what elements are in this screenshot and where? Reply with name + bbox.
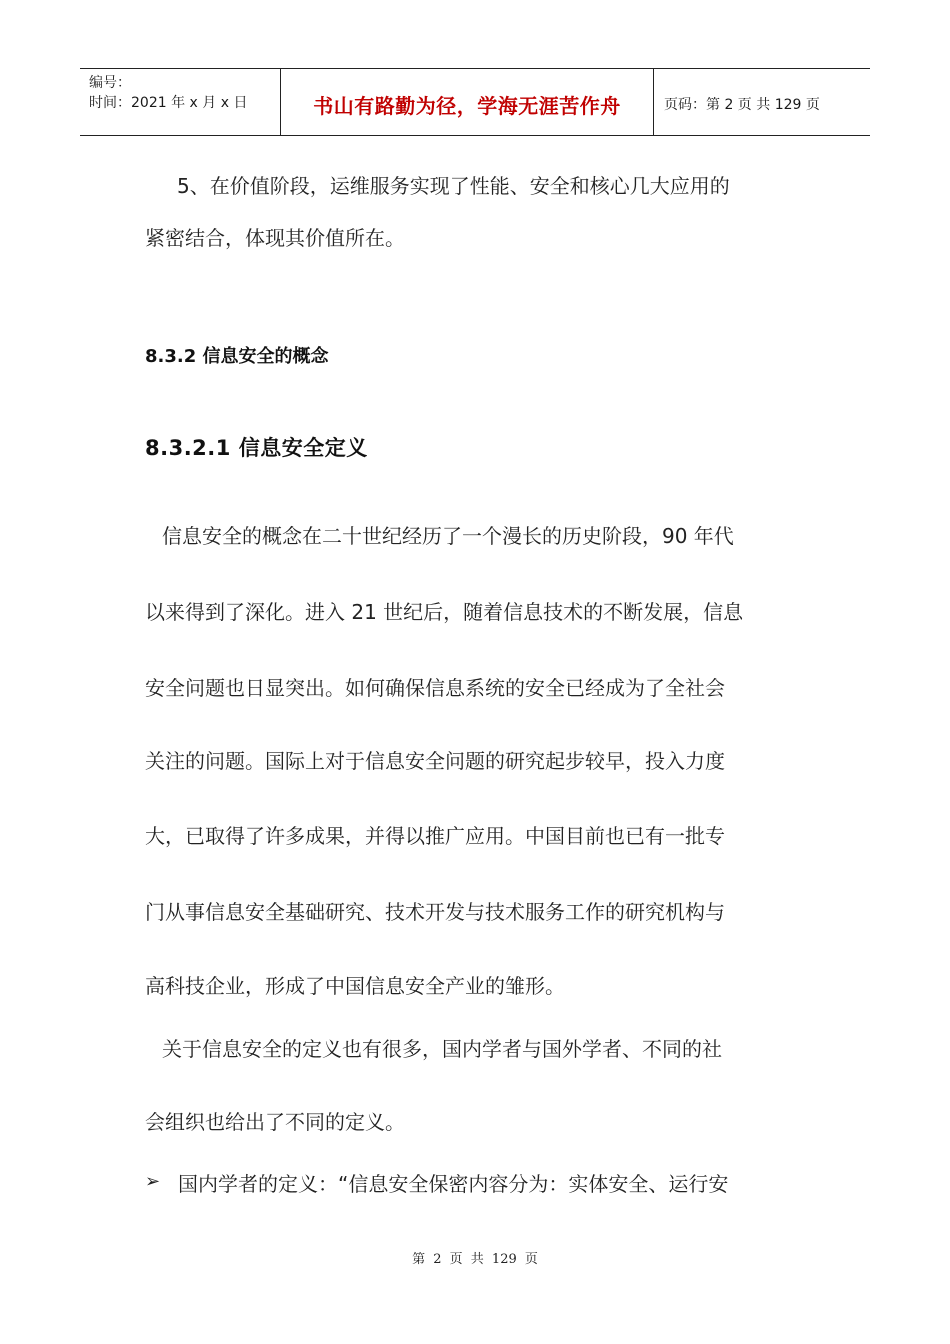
page-footer: 第 2 页 共 129 页 <box>412 1252 538 1267</box>
para1-line-4: 关注的问题。国际上对于信息安全问题的研究起步较早，投入力度 <box>145 749 725 773</box>
bullet-arrow-icon: ➢ <box>145 1171 161 1192</box>
subsection-heading: 8.3.2.1 信息安全定义 <box>145 436 368 460</box>
document-number-label: 编号： <box>89 75 131 91</box>
intro-line-2: 紧密结合，体现其价值所在。 <box>145 226 405 250</box>
para2-line-2: 会组织也给出了不同的定义。 <box>145 1110 405 1134</box>
para1-line-2: 以来得到了深化。进入 21 世纪后，随着信息技术的不断发展，信息 <box>145 600 744 624</box>
header-page-info: 页码：第 2 页 共 129 页 <box>664 97 820 113</box>
header-meta <box>80 69 281 135</box>
para1-line-1: 信息安全的概念在二十世纪经历了一个漫长的历史阶段，90 年代 <box>162 524 734 548</box>
document-date: 时间：2021 年 x 月 x 日 <box>89 95 248 111</box>
page-header <box>80 68 870 136</box>
bullet-text: 国内学者的定义：“信息安全保密内容分为：实体安全、运行安 <box>178 1172 729 1196</box>
header-motto: 书山有路勤为径，学海无涯苦作舟 <box>281 69 654 135</box>
para1-line-3: 安全问题也日显突出。如何确保信息系统的安全已经成为了全社会 <box>145 676 725 700</box>
para1-line-6: 门从事信息安全基础研究、技术开发与技术服务工作的研究机构与 <box>145 900 725 924</box>
para2-line-1: 关于信息安全的定义也有很多，国内学者与国外学者、不同的社 <box>162 1037 722 1061</box>
para1-line-5: 大，已取得了许多成果，并得以推广应用。中国目前也已有一批专 <box>145 824 725 848</box>
section-heading: 8.3.2 信息安全的概念 <box>145 346 329 367</box>
intro-line-1: 5、在价值阶段，运维服务实现了性能、安全和核心几大应用的 <box>177 174 730 198</box>
para1-line-7: 高科技企业，形成了中国信息安全产业的雏形。 <box>145 974 565 998</box>
